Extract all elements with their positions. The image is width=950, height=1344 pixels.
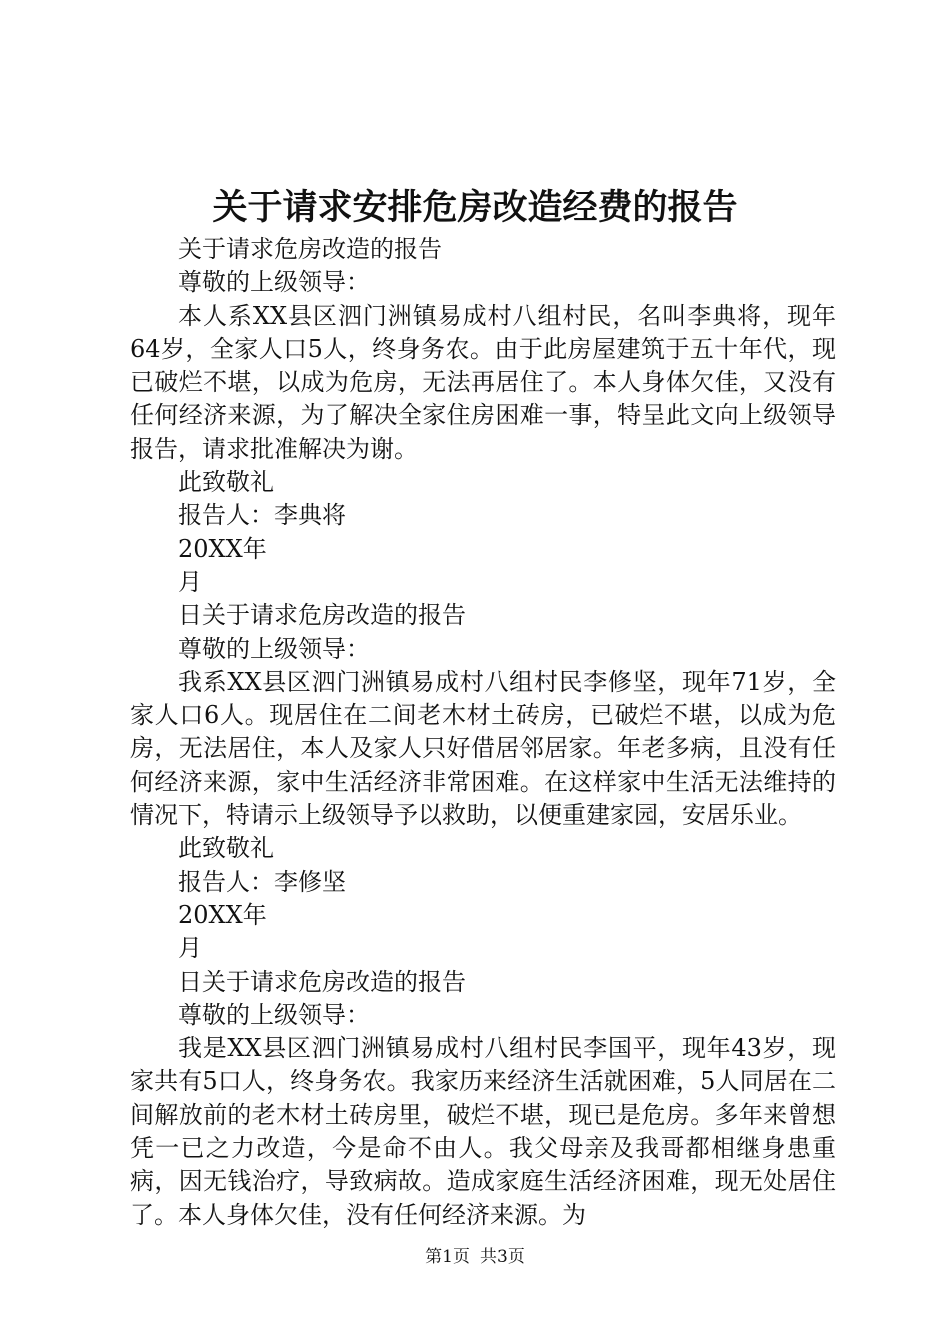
- date-month: 月: [178, 567, 202, 596]
- closing: 此致敬礼: [178, 834, 274, 863]
- paragraph: 关于请求危房改造的报告: [178, 235, 442, 263]
- salutation: 尊敬的上级领导：: [178, 268, 370, 297]
- paragraph: 日关于请求危房改造的报告: [178, 967, 466, 996]
- date-year: 20XX年: [178, 900, 267, 929]
- salutation: 尊敬的上级领导：: [178, 1000, 370, 1029]
- paragraph: 日关于请求危房改造的报告: [178, 601, 466, 630]
- document-title: 关于请求安排危房改造经费的报告: [212, 187, 738, 228]
- paragraph: 我是XX县区泗门洲镇易成村八组村民李国平，现年43岁，现家共有5口人，终身务农。我家历来经济生活就困难，5人同居在二间解放前的老木材土砖房里，破烂不堪，现已是危房。多年来曾想凭一已之力改造，今是命不由人。我父母亲及我哥都相继身患重病，因无钱治疗，导致病故。造成家庭生活经济困难，现无处居住了。本人身体欠佳，没有任何经济来源。为: [130, 1034, 836, 1229]
- date-year: 20XX年: [178, 534, 267, 563]
- page-number: 第1页: [425, 1247, 470, 1267]
- page-total: 共3页: [480, 1247, 525, 1267]
- salutation: 尊敬的上级领导：: [178, 634, 370, 663]
- document-body: [130, 233, 836, 1232]
- date-month: 月: [178, 934, 202, 963]
- signature: 报告人：李修坚: [178, 867, 346, 896]
- paragraph: 我系XX县区泗门洲镇易成村八组村民李修坚，现年71岁，全家人口6人。现居住在二间老木材土砖房，已破烂不堪，以成为危房，无法居住，本人及家人只好借居邻居家。年老多病，且没有任何经济来源，家中生活经济非常困难。在这样家中生活无法维持的情况下，特请示上级领导予以救助，以便重建家园，安居乐业。: [130, 667, 836, 830]
- closing: 此致敬礼: [178, 468, 274, 497]
- paragraph: 本人系XX县区泗门洲镇易成村八组村民，名叫李典将，现年64岁，全家人口5人，终身务农。由于此房屋建筑于五十年代，现已破烂不堪，以成为危房，无法再居住了。本人身体欠佳，又没有任何经济来源，为了解决全家住房困难一事，特呈此文向上级领导报告，请求批准解决为谢。: [130, 301, 836, 463]
- page-footer: [0, 1245, 950, 1269]
- signature: 报告人：李典将: [178, 501, 346, 530]
